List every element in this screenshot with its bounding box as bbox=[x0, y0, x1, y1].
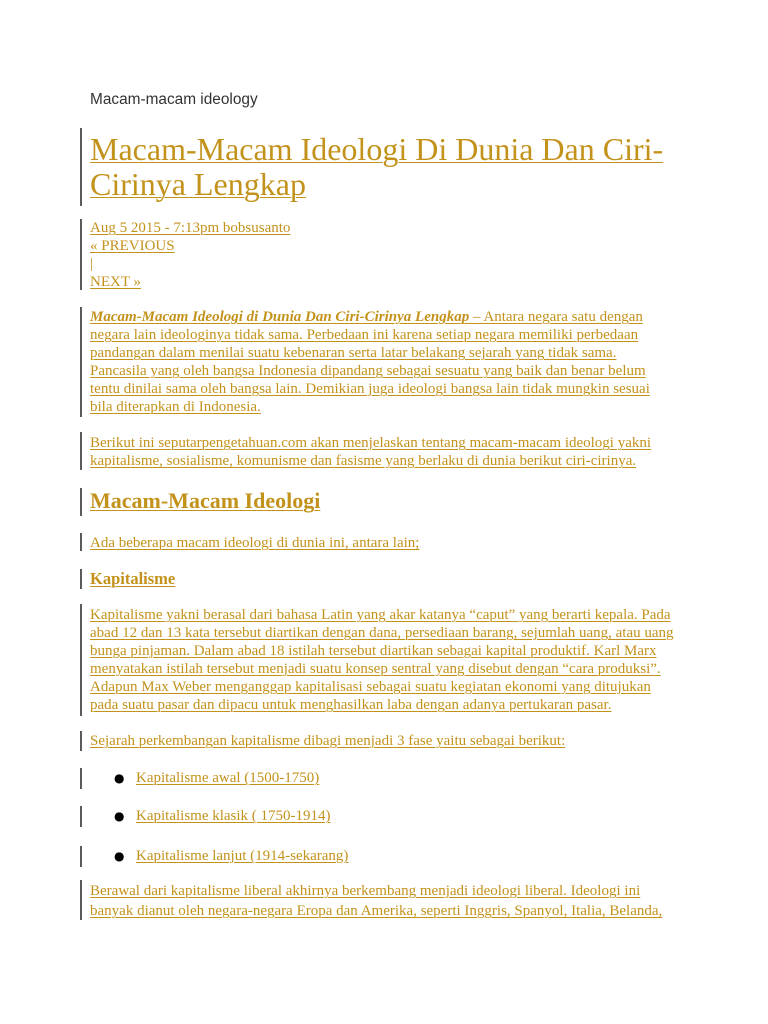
section-heading bbox=[90, 488, 320, 514]
liberal-line[interactable]: Berawal dari kapitalisme liberal akhirnya berkembang menjadi ideologi liberal. Ideologi ini bbox=[90, 883, 641, 899]
summary-line[interactable]: Berikut ini seputarpengetahuan.com akan menjelaskan tentang macam-macam ideologi yakni bbox=[90, 435, 652, 451]
section-intro bbox=[90, 534, 419, 552]
kapitalisme-line[interactable]: bunga pinjaman. Dalam abad 18 istilah tersebut diartikan sebagai kapital produktif. Karl Marx bbox=[90, 643, 657, 659]
document-caption: Macam-macam ideology bbox=[90, 91, 258, 108]
phase-text[interactable]: Kapitalisme klasik ( 1750-1914) bbox=[136, 808, 331, 824]
revision-bar bbox=[80, 569, 82, 589]
revision-bar bbox=[80, 806, 82, 827]
title-line[interactable]: Cirinya Lengkap bbox=[90, 166, 306, 202]
bullet-icon: ● bbox=[114, 809, 125, 823]
intro-line[interactable]: Pancasila yang oleh bangsa Indonesia dipandang sebagai sesuatu yang baik dan benar belum bbox=[90, 363, 646, 379]
section-heading-text[interactable]: Macam-Macam Ideologi bbox=[90, 488, 321, 513]
date-author-link[interactable]: Aug 5 2015 - 7:13pm bobsusanto bbox=[90, 220, 291, 236]
summary-line[interactable]: kapitalisme, sosialisme, komunisme dan fasisme yang berlaku di dunia berikut ciri-cirinya. bbox=[90, 453, 637, 469]
revision-bar bbox=[80, 432, 82, 470]
list-item bbox=[136, 847, 348, 865]
revision-bar bbox=[80, 219, 82, 290]
phase-text[interactable]: Kapitalisme lanjut (1914-sekarang) bbox=[136, 848, 349, 864]
kapitalisme-line[interactable]: menyatakan istilah tersebut menjadi suatu konsep sentral yang disebut dengan “cara produksi”. bbox=[90, 661, 661, 677]
nav-separator: | bbox=[90, 256, 94, 272]
kapitalisme-line[interactable]: Kapitalisme yakni berasal dari bahasa Latin yang akar katanya “caput” yang berarti kepala. Pada bbox=[90, 607, 671, 623]
list-item bbox=[136, 769, 319, 787]
revision-bar bbox=[80, 533, 82, 551]
section-intro-text[interactable]: Ada beberapa macam ideologi di dunia ini, antara lain; bbox=[90, 535, 420, 551]
kapitalisme-paragraph bbox=[90, 606, 674, 714]
revision-bar bbox=[80, 604, 82, 716]
article-meta bbox=[90, 219, 290, 291]
intro-line[interactable]: tentu dinilai sama oleh bangsa lain. Demikian juga ideologi bangsa lain tidak mungkin sesuai bbox=[90, 381, 650, 397]
revision-bar bbox=[80, 768, 82, 789]
kapitalisme-line[interactable]: pada suatu pasar dan dipacu untuk menghasilkan laba dengan adanya pertukaran pasar. bbox=[90, 697, 612, 713]
article-title[interactable] bbox=[90, 132, 663, 202]
liberal-line[interactable]: banyak dianut oleh negara-negara Eropa dan Amerika, seperti Inggris, Spanyol, Italia, Belanda, bbox=[90, 903, 663, 919]
intro-lead-bold[interactable]: Macam-Macam Ideologi di Dunia Dan Ciri-Cirinya Lengkap bbox=[90, 309, 470, 325]
subheading-text[interactable]: Kapitalisme bbox=[90, 569, 176, 588]
intro-line[interactable]: negara lain ideologinya tidak sama. Perbedaan ini karena setiap negara memiliki perbedaan bbox=[90, 327, 639, 343]
summary-paragraph bbox=[90, 434, 651, 470]
kapitalisme-line[interactable]: Adapun Max Weber menganggap kapitalisasi sebagai suatu kegiatan ekonomi yang ditujukan bbox=[90, 679, 651, 695]
phase-text[interactable]: Kapitalisme awal (1500-1750) bbox=[136, 770, 320, 786]
intro-line[interactable]: bila diterapkan di Indonesia. bbox=[90, 399, 261, 415]
revision-bar bbox=[80, 731, 82, 751]
liberal-paragraph bbox=[90, 881, 662, 921]
revision-bar bbox=[80, 128, 82, 206]
subheading-kapitalisme bbox=[90, 569, 175, 589]
kapitalisme-line[interactable]: abad 12 dan 13 kata tersebut diartikan dengan dana, persediaan barang, sejumlah uang, atau uang bbox=[90, 625, 674, 641]
intro-line[interactable] bbox=[90, 308, 650, 326]
title-line[interactable]: Macam-Macam Ideologi Di Dunia Dan Ciri- bbox=[90, 131, 664, 167]
list-item bbox=[136, 807, 331, 825]
phases-intro bbox=[90, 732, 565, 750]
bullet-icon: ● bbox=[114, 771, 125, 785]
next-link[interactable]: NEXT » bbox=[90, 274, 141, 290]
bullet-icon: ● bbox=[114, 849, 125, 863]
revision-bar bbox=[80, 488, 82, 516]
revision-bar bbox=[80, 846, 82, 867]
previous-link[interactable]: « PREVIOUS bbox=[90, 238, 175, 254]
intro-paragraph bbox=[90, 308, 650, 416]
intro-line[interactable]: pandangan dalam menilai suatu kebenaran serta latar belakang sejarah yang tidak sama. bbox=[90, 345, 617, 361]
phases-intro-text[interactable]: Sejarah perkembangan kapitalisme dibagi menjadi 3 fase yaitu sebagai berikut: bbox=[90, 733, 566, 749]
revision-bar bbox=[80, 880, 82, 920]
intro-lead-rest[interactable]: – Antara negara satu dengan bbox=[472, 309, 643, 325]
revision-bar bbox=[80, 307, 82, 417]
